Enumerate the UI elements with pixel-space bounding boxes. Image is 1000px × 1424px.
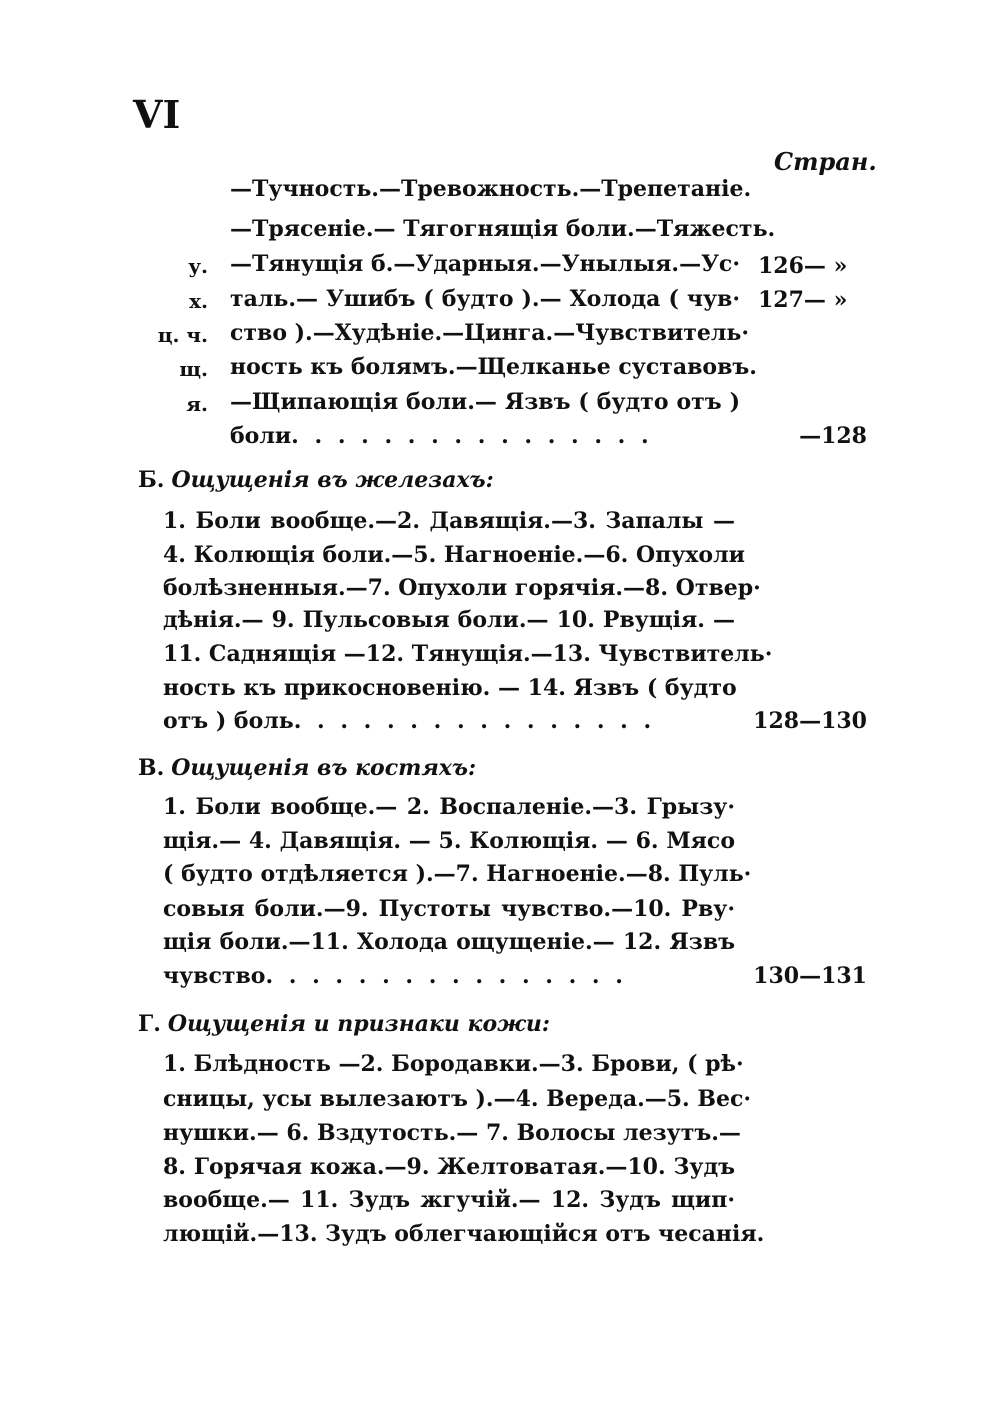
text-line: 1. Боли вообще.—2. Давящія.—3. Запалы —: [163, 508, 735, 534]
text-line: дѣнія.— 9. Пульсовыя боли.— 10. Рвущія. —: [163, 607, 735, 633]
text-line: —Трясеніе.— Тягогнящія боли.—Тяжесть.: [230, 216, 776, 242]
section-heading: [138, 1011, 550, 1037]
text-line: 4. Колющія боли.—5. Нагноеніе.—6. Опухоли: [163, 542, 745, 568]
margin-letter: х.: [189, 289, 208, 313]
text-line: отъ ) боль.: [163, 708, 302, 734]
leader-dots: . . . . . . . . . . . . . . .: [288, 963, 627, 989]
text-line-last: [163, 708, 655, 734]
page-reference: 127— »: [758, 287, 848, 313]
text-line: чувство.: [163, 963, 274, 989]
section-letter: В.: [138, 755, 165, 781]
text-line: —Тянущія б.—Ударныя.—Унылыя.—Ус·: [230, 251, 740, 277]
text-line: боли.: [230, 423, 299, 449]
margin-letter: я.: [186, 392, 208, 416]
page-reference: 130—131: [753, 963, 867, 989]
page-reference: 126— »: [758, 253, 848, 279]
section-heading: [138, 755, 476, 781]
text-line: ность къ прикосновенію. — 14. Язвъ ( будто: [163, 675, 737, 701]
page-reference: —128: [799, 423, 867, 449]
text-line: 11. Саднящія —12. Тянущія.—13. Чувствитель·: [163, 641, 773, 667]
section-heading: [138, 467, 494, 493]
text-line: болѣзненныя.—7. Опухоли горячія.—8. Отвер·: [163, 575, 761, 601]
section-title: Ощущенія въ железахъ:: [171, 467, 494, 493]
leader-dots: . . . . . . . . . . . . . . .: [317, 708, 656, 734]
text-line: 1. Боли вообще.— 2. Воспаленіе.—3. Грызу·: [163, 794, 735, 820]
section-letter: Г.: [138, 1011, 161, 1037]
section-letter: Б.: [138, 467, 165, 493]
pages-column-header: Стран.: [774, 147, 877, 176]
text-line: —Тучность.—Тревожность.—Трепетаніе.: [230, 176, 752, 202]
text-line: ( будто отдѣляется ).—7. Нагноеніе.—8. Пуль·: [163, 861, 752, 887]
text-line: лющій.—13. Зудъ облегчающійся отъ чесанія.: [163, 1221, 765, 1247]
text-line-last: [163, 963, 627, 989]
margin-letter: щ.: [179, 357, 208, 381]
leader-dots: . . . . . . . . . . . . . . .: [314, 423, 653, 449]
section-title: Ощущенія и признаки кожи:: [167, 1011, 550, 1037]
text-line: щія боли.—11. Холода ощущеніе.— 12. Язвъ: [163, 929, 735, 955]
section-title: Ощущенія въ костяхъ:: [171, 755, 477, 781]
text-line: 8. Горячая кожа.—9. Желтоватая.—10. Зудъ: [163, 1154, 735, 1180]
text-line: 1. Блѣдность —2. Бородавки.—3. Брови, ( рѣ·: [163, 1051, 744, 1077]
text-line: совыя боли.—9. Пустоты чувство.—10. Рву·: [163, 896, 735, 922]
text-line: ность къ болямъ.—Щелканье суставовъ.: [230, 354, 757, 380]
margin-letter: у.: [188, 254, 208, 278]
text-line: вообще.— 11. Зудъ жгучій.— 12. Зудъ щип·: [163, 1187, 735, 1213]
text-line: таль.— Ушибъ ( будто ).— Холода ( чув·: [230, 286, 740, 312]
text-line: нушки.— 6. Вздутость.— 7. Волосы лезутъ.—: [163, 1120, 741, 1146]
text-line: ство ).—Худѣніе.—Цинга.—Чувствитель·: [230, 320, 750, 346]
text-line-last: [230, 423, 653, 449]
text-line: щія.— 4. Давящія. — 5. Колющія. — 6. Мясо: [163, 828, 735, 854]
margin-letter: ц. ч.: [157, 323, 208, 347]
text-line: сницы, усы вылезаютъ ).—4. Вереда.—5. Вес·: [163, 1086, 752, 1112]
page-reference: 128—130: [753, 708, 867, 734]
page-number: VI: [133, 92, 181, 137]
text-line: —Щипающія боли.— Язвъ ( будто отъ ): [230, 389, 740, 415]
